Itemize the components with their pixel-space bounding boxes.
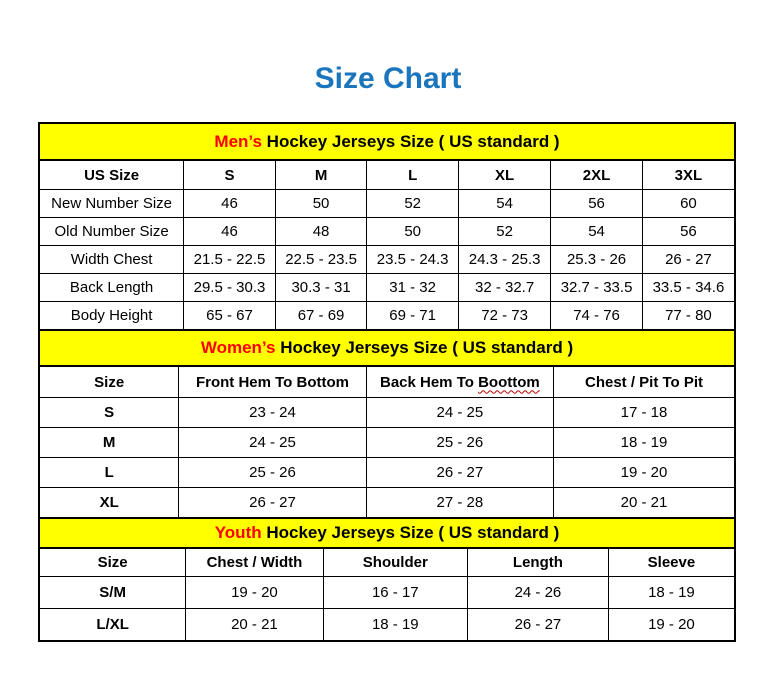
table-header-row xyxy=(40,549,734,577)
row-label-cell: Old Number Size xyxy=(40,218,184,246)
mens-section-header xyxy=(40,124,734,161)
womens-section-highlight: Women’s xyxy=(200,338,276,357)
table-header-cell: 2XL xyxy=(551,161,643,190)
table-cell: 23 - 24 xyxy=(179,398,366,428)
table-cell: 52 xyxy=(458,218,550,246)
table-cell: 20 - 21 xyxy=(186,609,323,641)
page-title: Size Chart xyxy=(314,62,462,95)
table-row xyxy=(40,190,734,218)
table-cell: 56 xyxy=(642,218,734,246)
table-cell: 23.5 - 24.3 xyxy=(367,246,459,274)
table-row xyxy=(40,488,734,518)
youth-section-header xyxy=(40,517,734,549)
table-cell: 26 - 27 xyxy=(642,246,734,274)
table-cell: 21.5 - 22.5 xyxy=(184,246,276,274)
table-cell: 32 - 32.7 xyxy=(458,274,550,302)
table-cell: 26 - 27 xyxy=(467,609,608,641)
table-header-cell: 3XL xyxy=(642,161,734,190)
table-row xyxy=(40,274,734,302)
table-row xyxy=(40,246,734,274)
table-cell: 24.3 - 25.3 xyxy=(458,246,550,274)
table-cell: 46 xyxy=(184,190,276,218)
table-header-cell: Shoulder xyxy=(323,549,467,577)
table-row xyxy=(40,398,734,428)
table-cell: 19 - 20 xyxy=(554,458,734,488)
table-cell: 27 - 28 xyxy=(366,488,553,518)
youth-section-title-rest: Hockey Jerseys Size ( US standard ) xyxy=(261,523,560,542)
table-header-cell: Sleeve xyxy=(608,549,734,577)
youth-size-table xyxy=(40,549,734,640)
row-label-cell: New Number Size xyxy=(40,190,184,218)
table-header-cell: Chest / Width xyxy=(186,549,323,577)
table-cell: 67 - 69 xyxy=(275,302,367,330)
table-cell: 60 xyxy=(642,190,734,218)
table-cell: 18 - 19 xyxy=(608,577,734,609)
table-header-cell: Size xyxy=(40,549,186,577)
row-label-cell: L xyxy=(40,458,179,488)
table-cell: 17 - 18 xyxy=(554,398,734,428)
table-cell: 20 - 21 xyxy=(554,488,734,518)
table-cell: 50 xyxy=(275,190,367,218)
table-cell: 50 xyxy=(367,218,459,246)
row-label-cell: L/XL xyxy=(40,609,186,641)
table-cell: 26 - 27 xyxy=(366,458,553,488)
womens-section-title-rest: Hockey Jerseys Size ( US standard ) xyxy=(275,338,574,357)
table-cell: 56 xyxy=(551,190,643,218)
table-header-cell: Length xyxy=(467,549,608,577)
row-label-cell: Width Chest xyxy=(40,246,184,274)
row-label-cell: S xyxy=(40,398,179,428)
row-label-cell: Body Height xyxy=(40,302,184,330)
table-cell: 31 - 32 xyxy=(367,274,459,302)
mens-section-title-rest: Hockey Jerseys Size ( US standard ) xyxy=(261,132,560,151)
table-cell: 18 - 19 xyxy=(323,609,467,641)
size-chart-tables xyxy=(38,122,736,642)
table-cell: 54 xyxy=(551,218,643,246)
womens-size-table xyxy=(40,367,734,517)
table-row xyxy=(40,428,734,458)
table-cell: 24 - 25 xyxy=(179,428,366,458)
table-cell: 30.3 - 31 xyxy=(275,274,367,302)
table-header-cell: Front Hem To Bottom xyxy=(179,367,366,398)
table-header-cell: L xyxy=(367,161,459,190)
table-row xyxy=(40,302,734,330)
table-cell: 48 xyxy=(275,218,367,246)
table-cell: 74 - 76 xyxy=(551,302,643,330)
table-cell: 52 xyxy=(367,190,459,218)
table-header-cell: US Size xyxy=(40,161,184,190)
table-cell: 25 - 26 xyxy=(179,458,366,488)
table-cell: 32.7 - 33.5 xyxy=(551,274,643,302)
table-row xyxy=(40,458,734,488)
table-cell: 54 xyxy=(458,190,550,218)
header-text: Back Hem To xyxy=(379,373,479,391)
table-header-row xyxy=(40,161,734,190)
table-cell: 33.5 - 34.6 xyxy=(642,274,734,302)
mens-size-table xyxy=(40,161,734,329)
table-header-cell: M xyxy=(275,161,367,190)
table-cell: 77 - 80 xyxy=(642,302,734,330)
table-row xyxy=(40,609,734,641)
table-cell: 22.5 - 23.5 xyxy=(275,246,367,274)
table-cell: 24 - 25 xyxy=(366,398,553,428)
mens-section-highlight: Men’s xyxy=(214,132,262,151)
table-cell: 19 - 20 xyxy=(608,609,734,641)
table-cell: 24 - 26 xyxy=(467,577,608,609)
womens-section-header xyxy=(40,329,734,367)
table-header-row xyxy=(40,367,734,398)
table-cell: 46 xyxy=(184,218,276,246)
table-cell: 16 - 17 xyxy=(323,577,467,609)
youth-section-highlight: Youth xyxy=(214,523,262,542)
table-cell: 65 - 67 xyxy=(184,302,276,330)
table-cell: 25.3 - 26 xyxy=(551,246,643,274)
table-header-cell: XL xyxy=(458,161,550,190)
table-cell: 26 - 27 xyxy=(179,488,366,518)
table-header-cell: Size xyxy=(40,367,179,398)
table-cell: 69 - 71 xyxy=(367,302,459,330)
table-cell: 25 - 26 xyxy=(366,428,553,458)
row-label-cell: Back Length xyxy=(40,274,184,302)
table-header-cell xyxy=(366,367,553,398)
table-row xyxy=(40,577,734,609)
table-header-cell: Chest / Pit To Pit xyxy=(554,367,734,398)
table-cell: 29.5 - 30.3 xyxy=(184,274,276,302)
table-cell: 18 - 19 xyxy=(554,428,734,458)
row-label-cell: M xyxy=(40,428,179,458)
row-label-cell: S/M xyxy=(40,577,186,609)
table-cell: 19 - 20 xyxy=(186,577,323,609)
row-label-cell: XL xyxy=(40,488,179,518)
table-header-cell: S xyxy=(184,161,276,190)
table-row xyxy=(40,218,734,246)
misspelled-word: Boottom xyxy=(478,373,540,391)
table-cell: 72 - 73 xyxy=(458,302,550,330)
